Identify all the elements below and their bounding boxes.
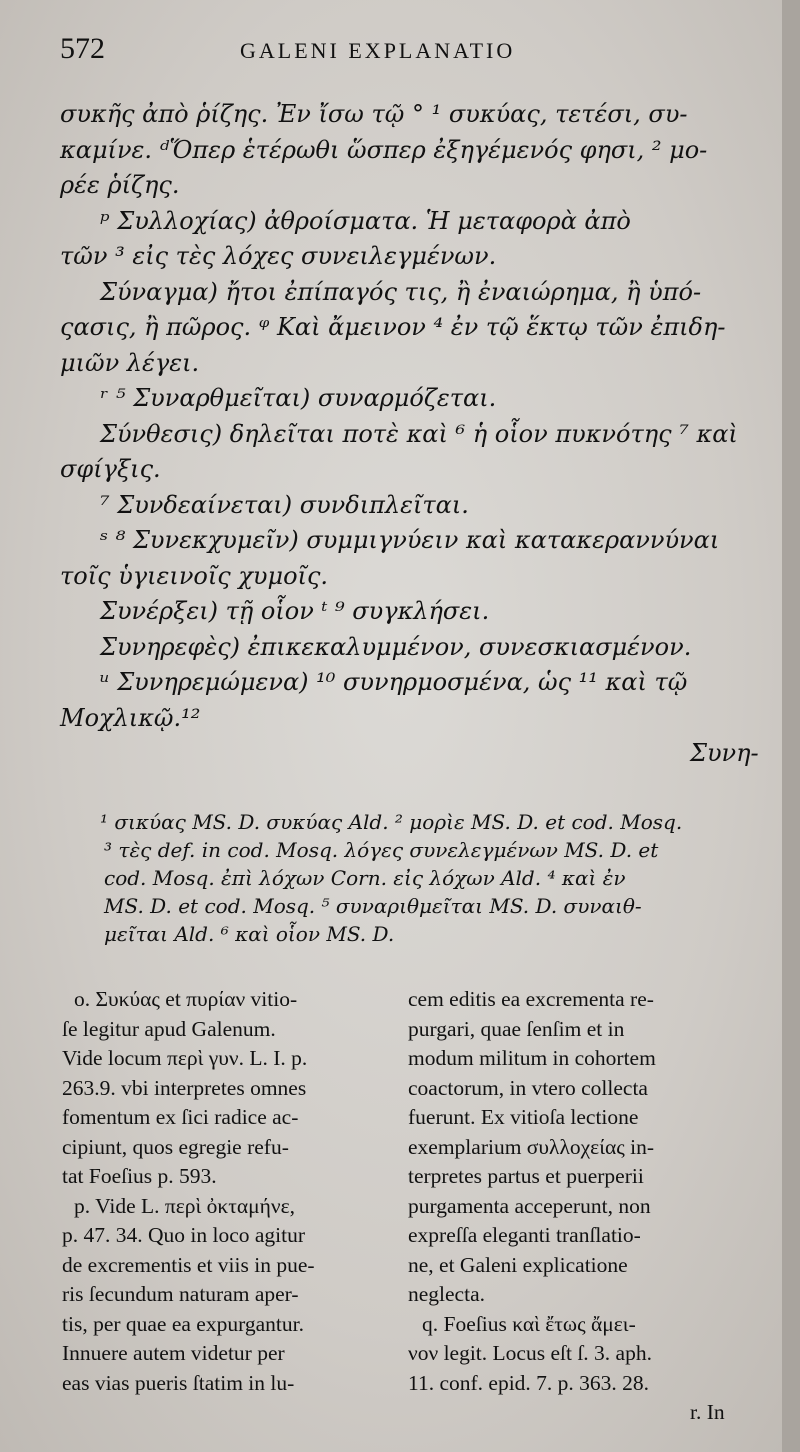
commentary-line: ris ſecundum naturam aper- (62, 1282, 299, 1306)
commentary-line: eas vias pueris ſtatim in lu- (62, 1370, 295, 1395)
commentary-line: coactorum, in vtero collecta (408, 1075, 648, 1100)
footnote-line: cod. Mosq. ἐπὶ λόχων Corn. εἰς λόχων Ald. ⁴ καὶ ἐν (104, 866, 626, 890)
commentary-line: tis, per quae ea expurgantur. (62, 1311, 304, 1336)
commentary-line: ſe legitur apud Galenum. (62, 1016, 276, 1041)
text-line: Συνέρξει) τῇ οἷον ᵗ ⁹ συγκλήσει. (100, 597, 490, 625)
commentary-line: Vide locum περὶ γυν. L. I. p. (62, 1046, 308, 1070)
commentary-line: expreſſa eleganti tranſlatio- (408, 1223, 641, 1247)
text-line: ⁷ Συνδεαίνεται) συνδιπλεῖται. (100, 490, 469, 519)
text-line: μιῶν λέγει. (60, 348, 200, 377)
footnote-line: ³ τὲς def. in cod. Mosq. λόγες συνελεγμένων MS. D. et (104, 838, 659, 862)
commentary-line: p. Vide L. περὶ ὀκταμήνε, (74, 1193, 296, 1218)
page-number: 572 (60, 32, 105, 65)
commentary-line: q. Foeſius καὶ ἔτως ἄμει- (422, 1311, 636, 1336)
text-line: καμίνε. ᵈὍπερ ἑτέρωθι ὥσπερ ἐξηγέμενός φησι, ² μο- (60, 135, 708, 164)
footnote-line: μεῖται Ald. ⁶ καὶ οἷον MS. D. (104, 922, 395, 946)
commentary-line: 263.9. vbi interpretes omnes (62, 1075, 307, 1100)
text-line: Σύναγμα) ἤτοι ἐπίπαγός τις, ἢ ἐναιώρημα, ἢ ὑπό- (100, 277, 702, 306)
text-line: Συνηρεφὲς) ἐπικεκαλυμμένον, συνεσκιασμένον. (100, 632, 692, 661)
commentary-line: modum militum in cohortem (408, 1046, 656, 1070)
commentary-line: Innuere autem videtur per (62, 1341, 285, 1365)
commentary-line: terpretes partus et puerperii (408, 1164, 644, 1188)
commentary-line: de excrementis et viis in pue- (62, 1252, 315, 1277)
commentary-line: cipiunt, quos egregie refu- (62, 1134, 289, 1159)
commentary-line: tat Foeſius p. 593. (62, 1164, 217, 1188)
commentary-line: ne, et Galeni explicatione (408, 1252, 628, 1277)
running-title: GALENI EXPLANATIO (240, 38, 516, 63)
text-line: συκῆς ἀπὸ ῥίζης. Ἐν ἴσω τῷ ° ¹ συκύας, τετέσι, συ- (60, 100, 688, 128)
commentary-line: purgamenta acceperunt, non (408, 1193, 651, 1218)
text-line: Σύνθεσις) δηλεῖται ποτὲ καὶ ⁶ ἡ οἷον πυκνότης ⁷ καὶ (100, 419, 738, 448)
commentary-line: fuerunt. Ex vitioſa lectione (408, 1105, 639, 1129)
text-line: ᵘ Συνηρεμώμενα) ¹⁰ συνηρμοσμένα, ὡς ¹¹ καὶ τῷ (100, 668, 688, 696)
commentary-line: cem editis ea excrementa re- (408, 987, 654, 1011)
commentary-line: p. 47. 34. Quo in loco agitur (62, 1223, 306, 1247)
commentary-line: o. Συκύας et πυρίαν vitio- (74, 987, 298, 1011)
text-line: τῶν ³ εἰς τὲς λόχες συνειλεγμένων. (60, 242, 497, 270)
commentary-line: purgari, quae ſenſim et in (408, 1016, 625, 1041)
commentary-line: neglecta. (408, 1282, 485, 1306)
commentary-line: exemplarium συλλοχείας in- (408, 1134, 655, 1159)
text-line: ʳ ⁵ Συναρθμεῖται) συναρμόζεται. (100, 384, 497, 412)
text-line: ˢ ⁸ Συνεκχυμεῖν) συμμιγνύειν καὶ κατακεραννύναι (100, 526, 720, 554)
commentary-line: 11. conf. epid. 7. p. 363. 28. (408, 1370, 650, 1395)
text-line: ρέε ῥίζης. (60, 171, 180, 199)
commentary-line: νον legit. Locus eſt ſ. 3. aph. (408, 1341, 652, 1365)
text-line: σφίγξις. (60, 455, 161, 483)
footnote-line: MS. D. et cod. Mosq. ⁵ συναριθμεῖται MS. D. συναιθ- (104, 894, 642, 918)
commentary-line: r. In (690, 1400, 725, 1424)
text-line: Συνη- (690, 739, 759, 767)
page-header (60, 32, 740, 72)
text-line: ςασις, ἢ πῶρος. ᵠ Καὶ ἄμεινον ⁴ ἐν τῷ ἕκτῳ τῶν ἐπιδη- (60, 313, 726, 341)
text-line: Μοχλικῷ.¹² (60, 703, 201, 732)
text-line: τοῖς ὑγιεινοῖς χυμοῖς. (60, 561, 329, 590)
commentary-line: fomentum ex ſici radice ac- (62, 1105, 299, 1129)
footnote-line: ¹ σικύας MS. D. συκύας Ald. ² μορὶε MS. D. et cod. Mosq. (100, 810, 683, 834)
text-line: ᵖ Συλλοχίας) ἀθροίσματα. Ἡ μεταφορὰ ἀπὸ (100, 206, 631, 235)
